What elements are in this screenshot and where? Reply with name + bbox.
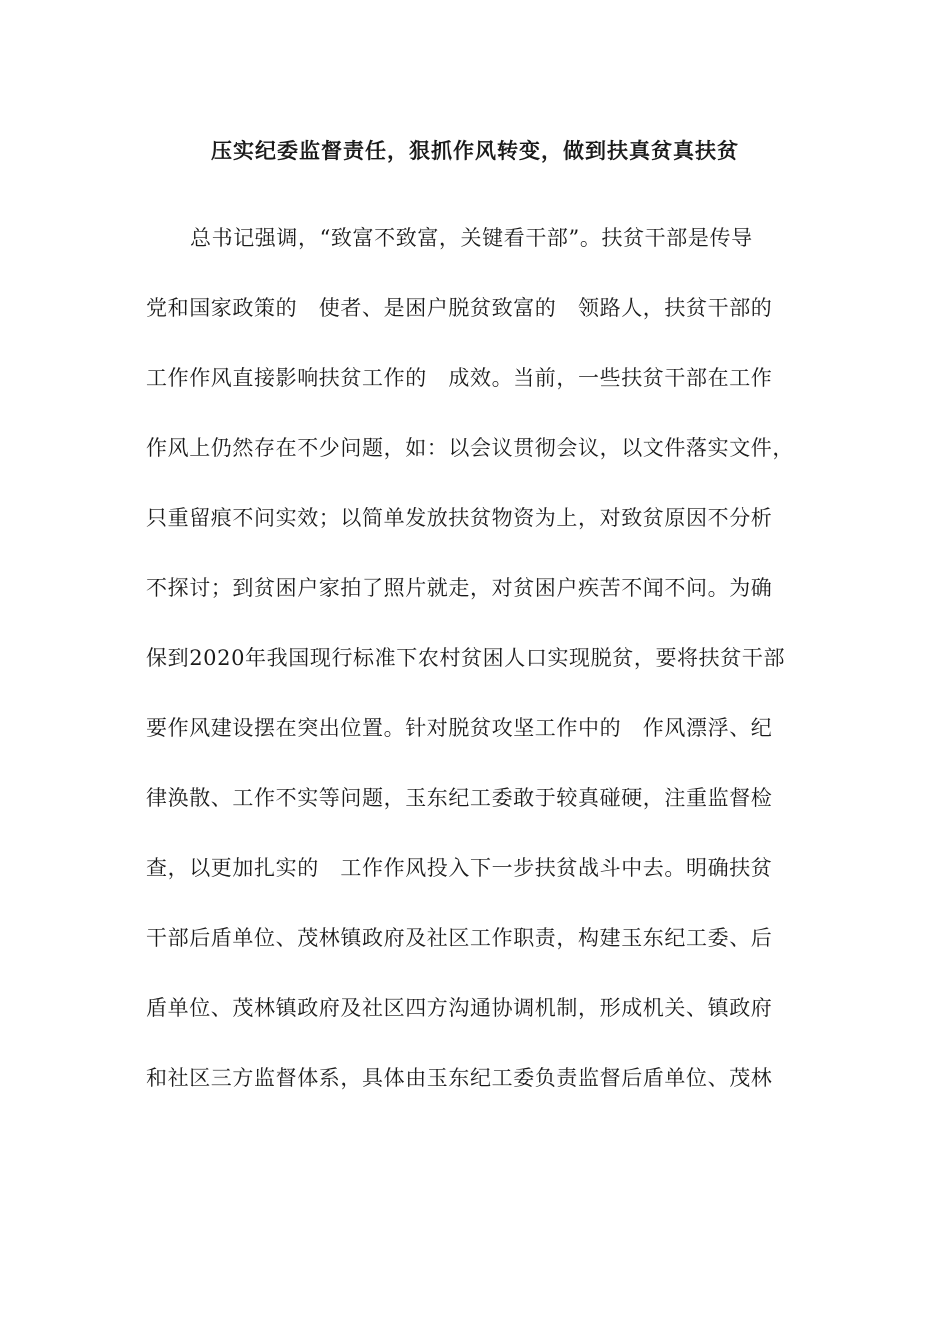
paragraph-line: 和社区三方监督体系，具体由玉东纪工委负责监督后盾单位、茂林	[146, 1066, 773, 1090]
paragraph-line: 保到2020年我国现行标准下农村贫困人口实现脱贫，要将扶贫干部	[146, 646, 786, 670]
document-body	[146, 218, 806, 1128]
paragraph-line: 要作风建设摆在突出位置。针对脱贫攻坚工作中的 作风漂浮、纪	[146, 716, 773, 740]
paragraph-line: 总书记强调，“致富不致富，关键看干部”。扶贫干部是传导	[190, 226, 753, 250]
paragraph-line: 盾单位、茂林镇政府及社区四方沟通协调机制，形成机关、镇政府	[146, 996, 773, 1020]
paragraph-line: 只重留痕不问实效；以简单发放扶贫物资为上，对致贫原因不分析	[146, 506, 773, 530]
paragraph-line: 查，以更加扎实的 工作作风投入下一步扶贫战斗中去。明确扶贫	[146, 856, 773, 880]
document-title: 压实纪委监督责任，狠抓作风转变，做到扶真贫真扶贫	[211, 138, 739, 163]
paragraph-line: 干部后盾单位、茂林镇政府及社区工作职责，构建玉东纪工委、后	[146, 926, 773, 950]
paragraph-line: 党和国家政策的 使者、是困户脱贫致富的 领路人，扶贫干部的	[146, 296, 773, 320]
paragraph-line: 律涣散、工作不实等问题，玉东纪工委敢于较真碰硬，注重监督检	[146, 786, 773, 810]
paragraph-line: 不探讨；到贫困户家拍了照片就走，对贫困户疾苦不闻不问。为确	[146, 576, 773, 600]
paragraph-line: 作风上仍然存在不少问题，如：以会议贯彻会议，以文件落实文件，	[146, 436, 794, 460]
paragraph-line: 工作作风直接影响扶贫工作的 成效。当前，一些扶贫干部在工作	[146, 366, 773, 390]
